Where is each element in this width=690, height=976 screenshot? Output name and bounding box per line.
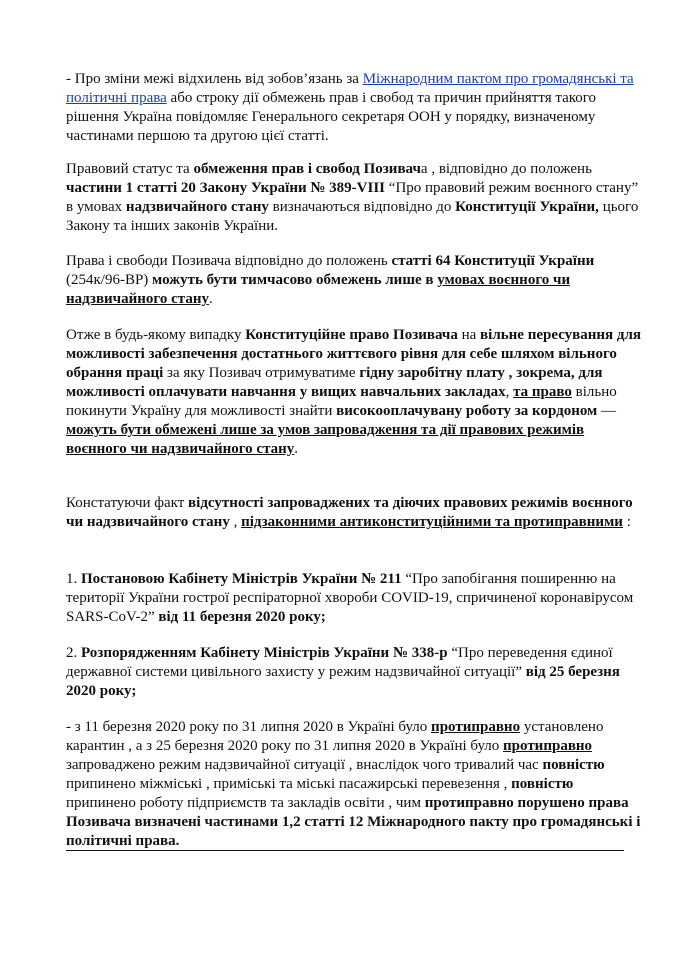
bold-text: Розпорядженням Кабінету Міністрів України № 338-р <box>81 645 448 661</box>
bold-text: можуть бути тимчасово обмежень лише в <box>152 272 438 288</box>
text: а , відповідно до положень <box>420 161 592 177</box>
paragraph-free-movement <box>66 326 646 459</box>
bold-text: високооплачувану роботу за кордоном <box>336 403 598 419</box>
bold-text: від 11 березня 2020 року; <box>158 609 326 625</box>
text: Констатуючи факт <box>66 495 189 511</box>
bold-text: протиправно порушено права Позивача визначені частинами 1,2 статті 12 Міжнародного пакту про громадянські і політичні права. <box>66 795 641 849</box>
bold-underlined-text: та право <box>513 384 572 400</box>
paragraph-intro <box>66 70 646 146</box>
text: - з 11 березня 2020 року по 31 липня 2020 в Україні було <box>66 719 432 735</box>
bold-text: від 25 березня 2020 року; <box>66 664 620 699</box>
bold-underlined-text: умовах воєнного чи надзвичайного стану <box>66 272 571 307</box>
text: Отже в будь-якому випадку <box>66 327 246 343</box>
text: . <box>294 441 299 457</box>
bold-text: надзвичайного стану <box>125 199 269 215</box>
bold-text: гідну заробітну плату , зокрема, для можливості оплачувати навчання у вищих навчальних закладах <box>66 365 603 400</box>
text: визначаються відповідно до <box>268 199 456 215</box>
text: (254к/96-ВР) <box>66 272 153 288</box>
text: “Про запобігання поширенню на території України гострої респіраторної хвороби COVID-19, спричиненої коронавірусом SARS-CoV-2” <box>66 571 634 625</box>
text: запроваджено режим надзвичайної ситуації , внаслідок чого тривалий час <box>66 757 543 773</box>
text: за яку Позивач отримуватиме <box>163 365 360 381</box>
text: припинено міжміські , приміські та міські пасажирські перевезення , <box>66 776 512 792</box>
bold-underlined-text: протиправно <box>431 719 521 735</box>
text: . <box>208 291 213 307</box>
paragraph-quarantine <box>66 718 646 851</box>
list-item-1 <box>66 570 646 627</box>
bold-text: повністю <box>542 757 605 773</box>
text: “Про правовий режим воєнного стану” в умовах <box>66 180 639 215</box>
text: вільно покинути Україну для можливості знайти <box>66 384 617 419</box>
text: Права і свободи Позивача відповідно до положень <box>66 253 392 269</box>
bold-underlined-text: можуть бути обмежені лише за умов запровадження та дії правових режимів воєнного чи надзвичайного стану <box>66 422 585 457</box>
paragraph-stating-fact <box>66 494 646 532</box>
paragraph-rights <box>66 252 646 309</box>
bold-underlined-text: підзаконними антиконституційними та протиправними <box>241 514 623 530</box>
bold-text: статті 64 Конституції України <box>391 253 595 269</box>
bottom-rule <box>66 850 624 851</box>
bold-text: вільне пересування для можливості забезпечення достатнього життєвого рівня для себе шляхом вільного обрання праці <box>66 327 642 381</box>
bold-text: обмеження прав і свобод Позивач <box>193 161 421 177</box>
text: “Про переведення єдиної державної системи цивільного захисту у режим надзвичайної ситуації” <box>66 645 613 680</box>
text: на <box>457 327 481 343</box>
text: установлено карантин , а з 25 березня 2020 року по 31 липня 2020 в Україні було <box>66 719 604 754</box>
text: , <box>505 384 514 400</box>
text: цього Закону та інших законів України. <box>66 199 639 234</box>
bold-text: Постановою Кабінету Міністрів України № 211 <box>81 571 402 587</box>
text: 1. <box>66 571 81 587</box>
text: - Про зміни межі відхилень від зобов’язань за <box>66 71 363 87</box>
covenant-link[interactable]: Міжнародним пактом про громадянські та політичні права <box>66 71 634 106</box>
text: : <box>622 514 631 530</box>
text: , <box>229 514 242 530</box>
text: — <box>597 403 617 419</box>
list-item-2 <box>66 644 646 701</box>
bold-text: повністю <box>511 776 574 792</box>
text: 2. <box>66 645 81 661</box>
text: Правовий статус та <box>66 161 194 177</box>
bold-text: відсутності запроваджених та діючих правових режимів воєнного чи надзвичайного стану <box>66 495 633 530</box>
text: припинено роботу підприємств та закладів освіти , чим <box>66 795 425 811</box>
bold-underlined-text: протиправно <box>503 738 593 754</box>
paragraph-legal-status <box>66 160 646 236</box>
bold-text: Конституційне право Позивача <box>245 327 458 343</box>
bold-text: частини 1 статті 20 Закону України № 389-VIII <box>66 180 386 196</box>
bold-text: Конституції України, <box>455 199 599 215</box>
text: або строку дії обмежень прав і свобод та причин прийняття такого рішення Україна повідомляє Генерального секретаря ООН у порядку, визначеному частинами першою та другою цієї статті. <box>66 90 597 144</box>
